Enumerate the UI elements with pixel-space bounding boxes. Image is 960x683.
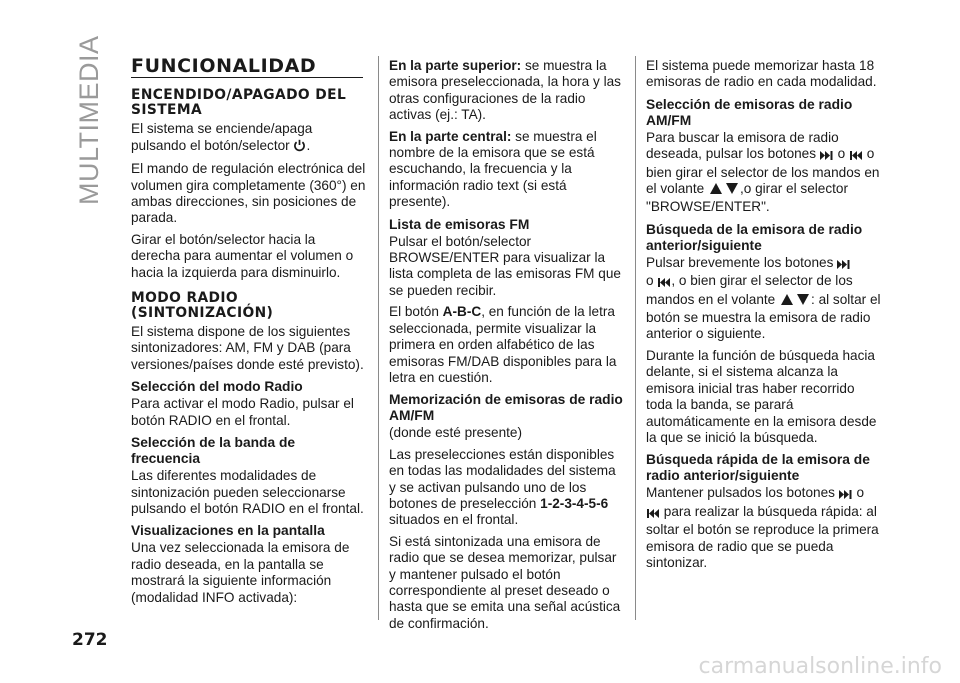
heading-memorize: Memorización de emisoras de radio AM/FM (389, 392, 623, 424)
next-track-icon (820, 148, 834, 164)
paragraph (646, 485, 882, 571)
label-upper: En la parte superior: (389, 58, 522, 73)
previous-track-icon (657, 275, 671, 291)
paragraph: Pulsar el botón/selector BROWSE/ENTER para visualizar la lista completa de las emisoras FM que se pueden recibir. (389, 233, 621, 298)
column-divider (378, 56, 379, 620)
previous-track-icon (849, 148, 863, 164)
paragraph: Las diferentes modalidades de sintonización pueden seleccionarse pulsando el botón RADIO en el frontal. (131, 468, 364, 516)
column-3 (646, 58, 882, 576)
paragraph (646, 255, 882, 343)
section-title: FUNCIONALIDAD (131, 58, 363, 78)
heading-radio-mode: MODO RADIO (SINTONIZACIÓN) (131, 290, 274, 322)
text: o (833, 146, 849, 162)
paragraph: Girar el botón/selector hacia la derecha para aumentar el volumen o hacia la izquierda para disminuirlo. (131, 231, 354, 280)
text: se muestra la emisora preseleccionada, la hora y las otras configuraciones de la radio activas (ej.: TA). (389, 58, 621, 123)
next-track-icon (839, 487, 853, 503)
label-central: En la parte central: (389, 128, 512, 144)
text: Las preselecciones están disponibles en todas las modalidades del sistema y se activan pulsando uno de los botones de preselección (389, 446, 616, 511)
column-2 (389, 58, 625, 637)
column-1 (131, 55, 367, 611)
text: Mantener pulsados los botones (646, 485, 839, 501)
column-divider (635, 56, 636, 620)
paragraph (131, 121, 367, 156)
preset-buttons-label: 1-2-3-4-5-6 (540, 495, 609, 511)
abc-button-label: A-B-C (442, 304, 482, 320)
text: se muestra el nombre de la emisora que se está escuchando, la frecuencia y la información radio text (si está presente). (389, 128, 597, 210)
heading-on-off: ENCENDIDO/APAGADO DEL SISTEMA (131, 87, 347, 119)
paragraph: El mando de regulación electrónica del volumen gira completamente (360°) en ambas direcciones, sin posiciones de parada. (131, 161, 366, 226)
text: o (646, 273, 658, 289)
previous-track-icon (646, 506, 660, 522)
next-track-icon (837, 257, 851, 273)
paragraph: Si está sintonizada una emisora de radio que se desea memorizar, pulsar y mantener pulsado el botón correspondiente al preset deseado o hasta que se emita una señal acústica de confirmación. (389, 533, 621, 631)
text: Pulsar brevemente los botones (646, 254, 838, 270)
paragraph: Una vez seleccionada la emisora de radio deseada, en la pantalla se mostrará la siguiente información (modalidad INFO activada): (131, 540, 350, 605)
steering-up-down-icon (779, 292, 811, 310)
heading-display: Visualizaciones en la pantalla (131, 523, 325, 539)
text: o bien girar el selector de los mandos en el volante (646, 146, 880, 197)
paragraph: (donde esté presente) (389, 425, 523, 441)
text: Para buscar la emisora de radio deseada, pulsar los botones (646, 129, 839, 162)
paragraph: Para activar el modo Radio, pulsar el botón RADIO en el frontal. (131, 396, 354, 428)
text: . (306, 137, 311, 153)
paragraph (389, 447, 625, 529)
chapter-side-label: MULTIMEDIA (74, 35, 104, 205)
paragraph: El sistema puede memorizar hasta 18 emisoras de radio en cada modalidad. (646, 58, 877, 90)
text: El botón (389, 304, 443, 320)
page-number: 272 (72, 630, 108, 650)
heading-search: Búsqueda de la emisora de radio anterior/siguiente (646, 221, 863, 253)
heading-select-stations: Selección de emisoras de radio AM/FM (646, 96, 853, 128)
heading-fm-list: Lista de emisoras FM (389, 216, 530, 232)
watermark: carmanualsonline.info (698, 654, 942, 679)
heading-fast-search: Búsqueda rápida de la emisora de radio anterior/siguiente (646, 452, 870, 484)
paragraph (389, 129, 625, 211)
paragraph (646, 130, 882, 216)
heading-select-band: Selección de la banda de frecuencia (131, 435, 296, 467)
paragraph: Durante la función de búsqueda hacia delante, si el sistema alcanza la emisora inicial tras haber recorrido toda la banda, se parará automáticamente en la emisora desde la que se inició la búsqueda. (646, 347, 877, 445)
text: ,o girar el selector "BROWSE/ENTER". (646, 181, 849, 215)
text: situados en el frontal. (389, 512, 519, 528)
paragraph (389, 304, 625, 386)
steering-up-down-icon (708, 181, 740, 199)
paragraph: El sistema dispone de los siguientes sintonizadores: AM, FM y DAB (para versiones/países donde esté previsto). (131, 324, 364, 372)
heading-select-radio: Selección del modo Radio (131, 379, 303, 395)
text: para realizar la búsqueda rápida: al soltar el botón se reproduce la primera emisora de radio que se pueda sintonizar. (646, 503, 879, 570)
paragraph (389, 58, 625, 124)
text: , o bien girar el selector de los mandos en el volante (646, 273, 853, 307)
text: El sistema se enciende/apaga pulsando el botón/selector (131, 121, 313, 153)
text: o (852, 485, 865, 501)
power-icon (293, 139, 306, 156)
text: : al soltar el botón se muestra la emisora de radio anterior o siguiente. (646, 291, 881, 342)
text: , en función de la letra seleccionada, permite visualizar la primera en orden alfabético de las emisoras FM/DAB disponibles para la letra en cuestión. (389, 304, 617, 385)
